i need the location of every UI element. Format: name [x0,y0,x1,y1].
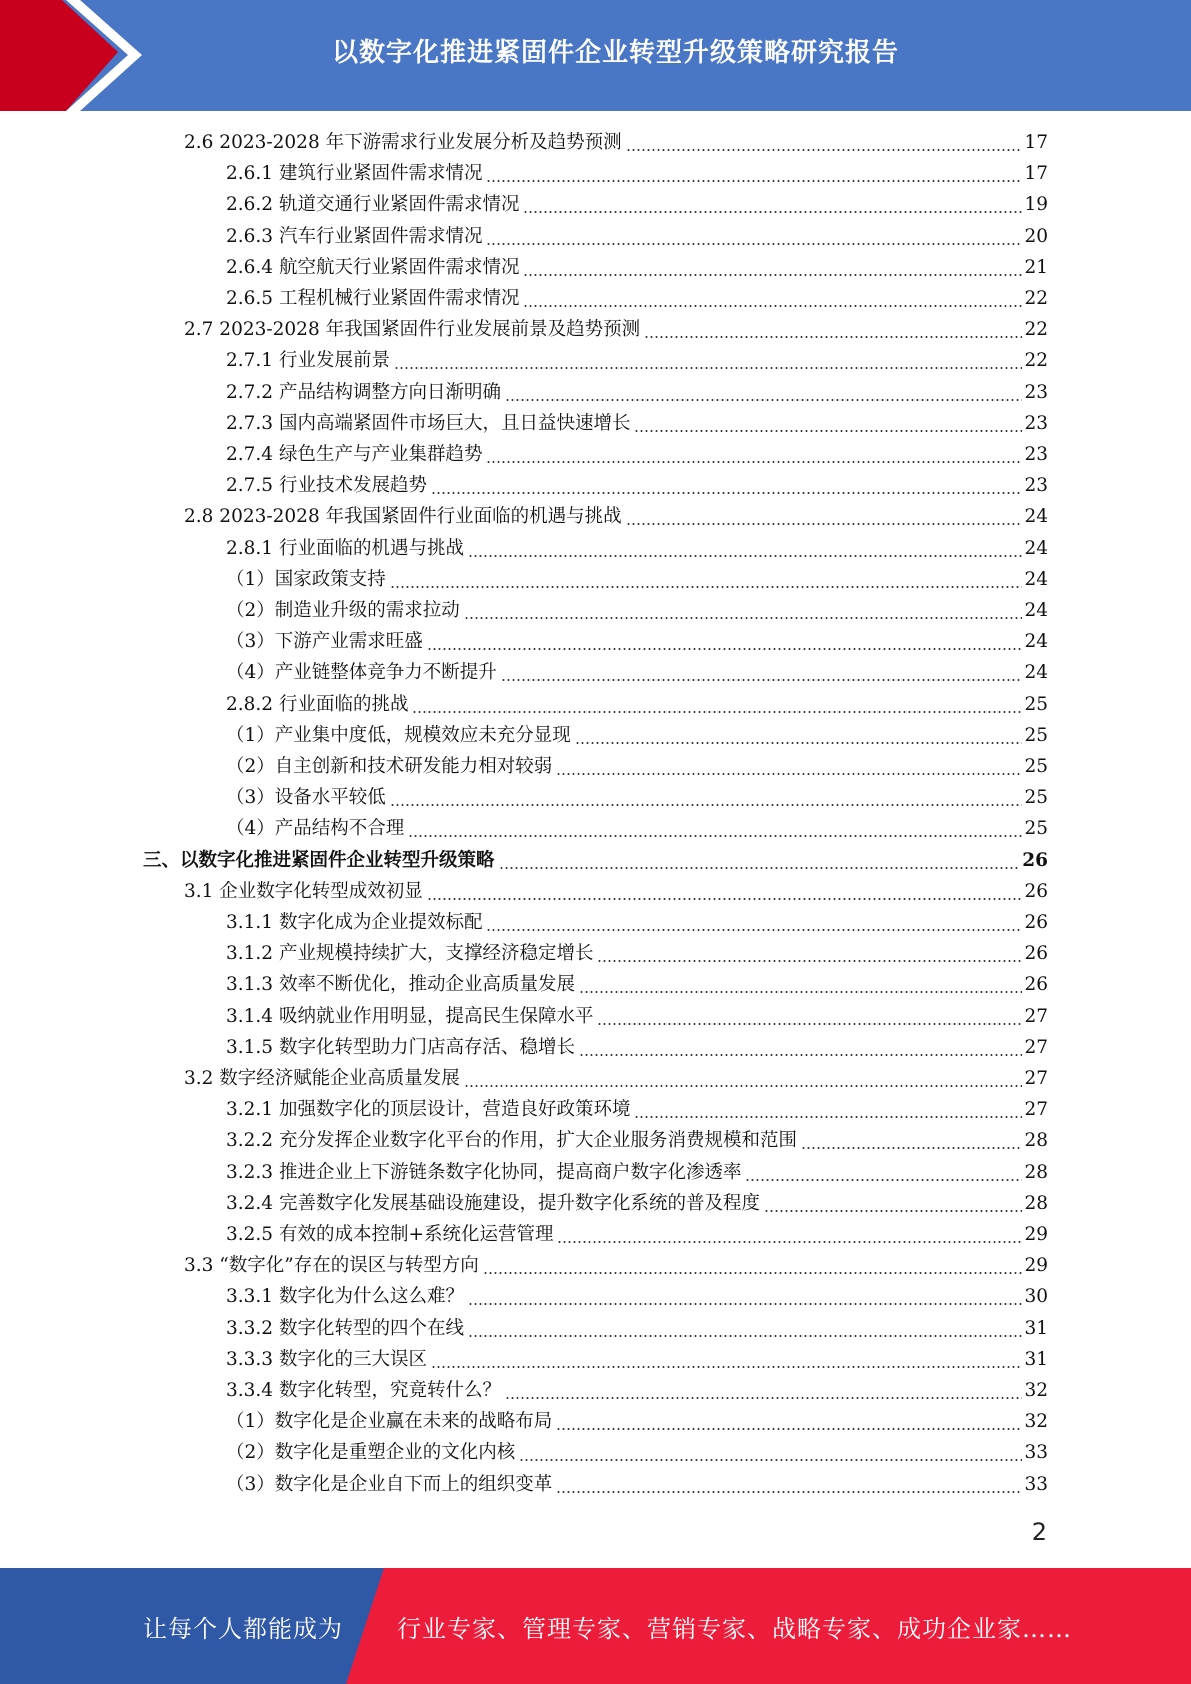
toc-entry[interactable] [226,1313,1048,1344]
toc-dot-leader [556,751,1022,782]
toc-entry[interactable] [226,751,1048,782]
toc-entry-title: 2.7 2023-2028 年我国紧固件行业发展前景及趋势预测 [184,319,641,341]
toc-entry[interactable] [226,1375,1048,1406]
toc-entry-title: 3.2 数字经济赋能企业高质量发展 [184,1068,460,1089]
toc-entry-page: 20 [1024,225,1048,247]
toc-entry-title: （1）产业集中度低，规模效应未充分显现 [226,724,571,746]
toc-dot-leader [597,938,1022,969]
toc-entry-title: 2.6 2023-2028 年下游需求行业发展分析及趋势预测 [184,132,622,153]
toc-entry[interactable] [226,377,1048,408]
toc-entry-page: 31 [1024,1317,1048,1339]
toc-entry[interactable] [226,969,1048,1000]
toc-entry-page: 24 [1024,537,1048,559]
toc-entry-title: 2.7.3 国内高端紧固件市场巨大，且日益快速增长 [226,412,631,434]
toc-entry-page: 23 [1024,381,1048,403]
toc-dot-leader [499,845,1021,876]
toc-entry-page: 22 [1024,288,1048,309]
toc-entry-title: 3.3.3 数字化的三大误区 [226,1348,427,1370]
toc-entry-title: 3.1 企业数字化转型成效初显 [184,880,423,902]
toc-entry[interactable] [226,345,1048,376]
toc-entry-page: 26 [1022,849,1048,871]
toc-entry-title: 3.2.5 有效的成本控制+系统化运营管理 [226,1224,554,1245]
toc-entry-page: 32 [1024,1380,1048,1401]
toc-entry-title: 2.7.1 行业发展前景 [226,350,390,372]
toc-entry-page: 24 [1024,568,1048,590]
toc-dot-leader [556,1406,1022,1437]
toc-entry-page: 27 [1024,1005,1048,1027]
toc-entry[interactable] [226,1188,1048,1219]
toc-entry-page: 24 [1024,600,1048,621]
toc-entry-title: （3）数字化是企业自下而上的组织变革 [226,1473,553,1495]
toc-entry[interactable] [226,1281,1048,1312]
footer-slogan-left: 让每个人都能成为 [143,1614,343,1643]
toc-entry[interactable] [226,564,1048,595]
toc-dot-leader [523,252,1022,283]
toc-dot-leader [597,1001,1022,1032]
toc-entry[interactable] [184,314,1048,345]
toc-dot-leader [626,501,1023,532]
toc-entry-page: 31 [1024,1348,1048,1370]
toc-dot-leader [486,158,1022,189]
toc-entry-page: 28 [1024,1192,1048,1214]
toc-entry-page: 24 [1024,506,1048,528]
toc-dot-leader [579,969,1022,1000]
toc-entry-page: 19 [1024,194,1048,216]
toc-entry-page: 24 [1024,631,1048,653]
toc-entry-page: 27 [1024,1068,1048,1089]
toc-entry-page: 29 [1024,1224,1048,1245]
toc-entry-page: 29 [1024,1255,1048,1277]
toc-entry[interactable] [184,1063,1048,1094]
toc-entry-title: （3）设备水平较低 [226,787,386,809]
toc-entry[interactable] [143,845,1048,876]
toc-entry-page: 30 [1024,1286,1048,1308]
toc-entry-title: 2.7.4 绿色生产与产业集群趋势 [226,444,483,465]
toc-entry-title: 2.7.2 产品结构调整方向日渐明确 [226,381,501,403]
toc-entry[interactable] [226,1157,1048,1188]
toc-entry[interactable] [226,470,1048,501]
toc-entry-title: （1）数字化是企业赢在未来的战略布局 [226,1411,553,1433]
toc-dot-leader [801,1125,1022,1156]
toc-dot-leader [390,564,1023,595]
toc-dot-leader [626,127,1023,158]
toc-entry[interactable] [226,720,1048,751]
toc-dot-leader [390,782,1023,813]
toc-entry[interactable] [226,1219,1048,1250]
toc-dot-leader [523,189,1022,220]
toc-dot-leader [412,689,1022,720]
toc-entry-title: 2.8.2 行业面临的挑战 [226,693,409,715]
toc-entry-title: （2）自主创新和技术研发能力相对较弱 [226,756,553,777]
toc-dot-leader [501,657,1023,688]
toc-entry[interactable] [226,938,1048,969]
toc-entry-page: 25 [1024,818,1048,840]
toc-entry[interactable] [226,158,1048,189]
toc-dot-leader [764,1188,1022,1219]
toc-entry[interactable] [184,876,1048,907]
toc-entry-title: 2.6.2 轨道交通行业紧固件需求情况 [226,194,520,216]
toc-entry-page: 26 [1024,912,1048,933]
toc-entry[interactable] [226,595,1048,626]
toc-entry[interactable] [226,689,1048,720]
toc-entry-page: 25 [1024,756,1048,777]
toc-entry-title: 3.1.2 产业规模持续扩大，支撑经济稳定增长 [226,943,594,965]
toc-dot-leader [519,1437,1022,1468]
toc-entry-title: （2）制造业升级的需求拉动 [226,600,460,621]
toc-entry-page: 25 [1024,787,1048,809]
toc-entry-title: 2.6.3 汽车行业紧固件需求情况 [226,225,483,247]
toc-entry-page: 23 [1024,444,1048,465]
toc-entry-page: 33 [1024,1473,1048,1495]
toc-entry-page: 28 [1024,1161,1048,1183]
toc-entry[interactable] [226,1032,1048,1063]
toc-dot-leader [644,314,1022,345]
toc-entry-page: 26 [1024,943,1048,965]
toc-dot-leader [483,1250,1023,1281]
toc-dot-leader [464,595,1023,626]
toc-entry-title: 3.3 “数字化”存在的误区与转型方向 [184,1255,479,1277]
toc-dot-leader [431,470,1022,501]
toc-entry-title: 2.8 2023-2028 年我国紧固件行业面临的机遇与挑战 [184,506,622,528]
toc-entry-page: 32 [1024,1411,1048,1433]
toc-entry-page: 17 [1024,132,1048,153]
toc-entry[interactable] [226,1001,1048,1032]
toc-dot-leader [408,813,1022,844]
toc-entry-title: 3.1.4 吸纳就业作用明显，提高民生保障水平 [226,1005,594,1027]
toc-dot-leader [486,439,1022,470]
toc-entry-title: （3）下游产业需求旺盛 [226,631,423,653]
toc-entry-title: （2）数字化是重塑企业的文化内核 [226,1442,516,1464]
toc-entry[interactable] [184,1250,1048,1281]
toc-entry-title: （4）产品结构不合理 [226,818,405,840]
toc-entry[interactable] [184,127,1048,158]
toc-entry-title: 2.7.5 行业技术发展趋势 [226,475,427,497]
header-arrow-decoration [0,0,150,111]
toc-entry-page: 25 [1024,724,1048,746]
toc-dot-leader [394,345,1022,376]
toc-entry-title: 3.2.2 充分发挥企业数字化平台的作用，扩大企业服务消费规模和范围 [226,1130,797,1152]
toc-dot-leader [505,377,1022,408]
toc-entry[interactable] [226,1469,1048,1500]
toc-dot-leader [427,876,1023,907]
toc-entry-page: 28 [1024,1130,1048,1152]
toc-entry-page: 25 [1024,693,1048,715]
toc-entry-title: 3.3.2 数字化转型的四个在线 [226,1317,464,1339]
toc-dot-leader [523,283,1022,314]
toc-entry[interactable] [226,252,1048,283]
report-title: 以数字化推进紧固件企业转型升级策略研究报告 [331,37,899,68]
toc-entry[interactable] [226,1344,1048,1375]
toc-entry-page: 27 [1024,1099,1048,1121]
toc-dot-leader [505,1375,1022,1406]
toc-entry[interactable] [226,408,1048,439]
toc-dot-leader [575,720,1023,751]
toc-entry[interactable] [226,533,1048,564]
toc-entry-title: 三、以数字化推进紧固件企业转型升级策略 [143,849,495,871]
footer-banner [0,1568,1191,1684]
toc-entry-title: 3.2.3 推进企业上下游链条数字化协同，提高商户数字化渗透率 [226,1161,742,1183]
toc-entry-page: 22 [1024,319,1048,341]
toc-entry-title: 2.6.1 建筑行业紧固件需求情况 [226,163,483,185]
toc-entry-page: 23 [1024,412,1048,434]
toc-entry-page: 26 [1024,880,1048,902]
toc-dot-leader [634,408,1022,439]
toc-entry-title: 3.3.1 数字化为什么这么难？ [226,1286,464,1308]
toc-entry-title: 2.6.4 航空航天行业紧固件需求情况 [226,256,520,278]
toc-dot-leader [468,1313,1022,1344]
toc-entry-title: （1）国家政策支持 [226,568,386,590]
toc-dot-leader [579,1032,1022,1063]
toc-dot-leader [427,626,1023,657]
toc-dot-leader [634,1094,1022,1125]
toc-dot-leader [745,1157,1022,1188]
toc-entry[interactable] [226,626,1048,657]
toc-entry-page: 27 [1024,1036,1048,1058]
toc-entry-title: 2.8.1 行业面临的机遇与挑战 [226,537,464,559]
toc-dot-leader [468,1281,1022,1312]
toc-entry[interactable] [226,1125,1048,1156]
toc-entry[interactable] [226,283,1048,314]
toc-entry-title: 3.1.3 效率不断优化，推动企业高质量发展 [226,974,575,996]
toc-entry-title: 2.6.5 工程机械行业紧固件需求情况 [226,288,520,309]
toc-entry-page: 21 [1024,256,1048,278]
toc-dot-leader [556,1469,1022,1500]
toc-entry[interactable] [226,221,1048,252]
toc-entry[interactable] [226,439,1048,470]
toc-entry[interactable] [226,657,1048,688]
toc-entry-title: 3.2.1 加强数字化的顶层设计，营造良好政策环境 [226,1099,631,1121]
toc-entry[interactable] [226,907,1048,938]
toc-entry[interactable] [226,813,1048,844]
toc-entry-title: 3.1.5 数字化转型助力门店高存活、稳增长 [226,1036,575,1058]
footer-slogan-right: 行业专家、管理专家、营销专家、战略专家、成功企业家…… [397,1614,1072,1643]
toc-dot-leader [431,1344,1022,1375]
page-number: 2 [1031,1518,1047,1546]
toc-entry-page: 33 [1024,1442,1048,1464]
toc-entry-title: 3.2.4 完善数字化发展基础设施建设，提升数字化系统的普及程度 [226,1192,760,1214]
toc-entry[interactable] [226,1437,1048,1468]
toc-entry-page: 24 [1024,662,1048,684]
toc-dot-leader [468,533,1022,564]
toc-entry-title: 3.1.1 数字化成为企业提效标配 [226,912,483,933]
toc-entry[interactable] [226,1094,1048,1125]
toc-entry-page: 23 [1024,475,1048,497]
toc-entry[interactable] [226,189,1048,220]
toc-entry-title: 3.3.4 数字化转型，究竟转什么？ [226,1380,501,1401]
toc-dot-leader [486,221,1022,252]
toc-dot-leader [557,1219,1022,1250]
header-banner [0,0,1191,111]
toc-dot-leader [464,1063,1023,1094]
toc-dot-leader [486,907,1022,938]
toc-entry-page: 22 [1024,350,1048,372]
toc-entry[interactable] [184,501,1048,532]
toc-entry[interactable] [226,1406,1048,1437]
toc-entry-page: 17 [1024,163,1048,185]
toc-entry-page: 26 [1024,974,1048,996]
toc-entry-title: （4）产业链整体竞争力不断提升 [226,662,497,684]
toc-entry[interactable] [226,782,1048,813]
